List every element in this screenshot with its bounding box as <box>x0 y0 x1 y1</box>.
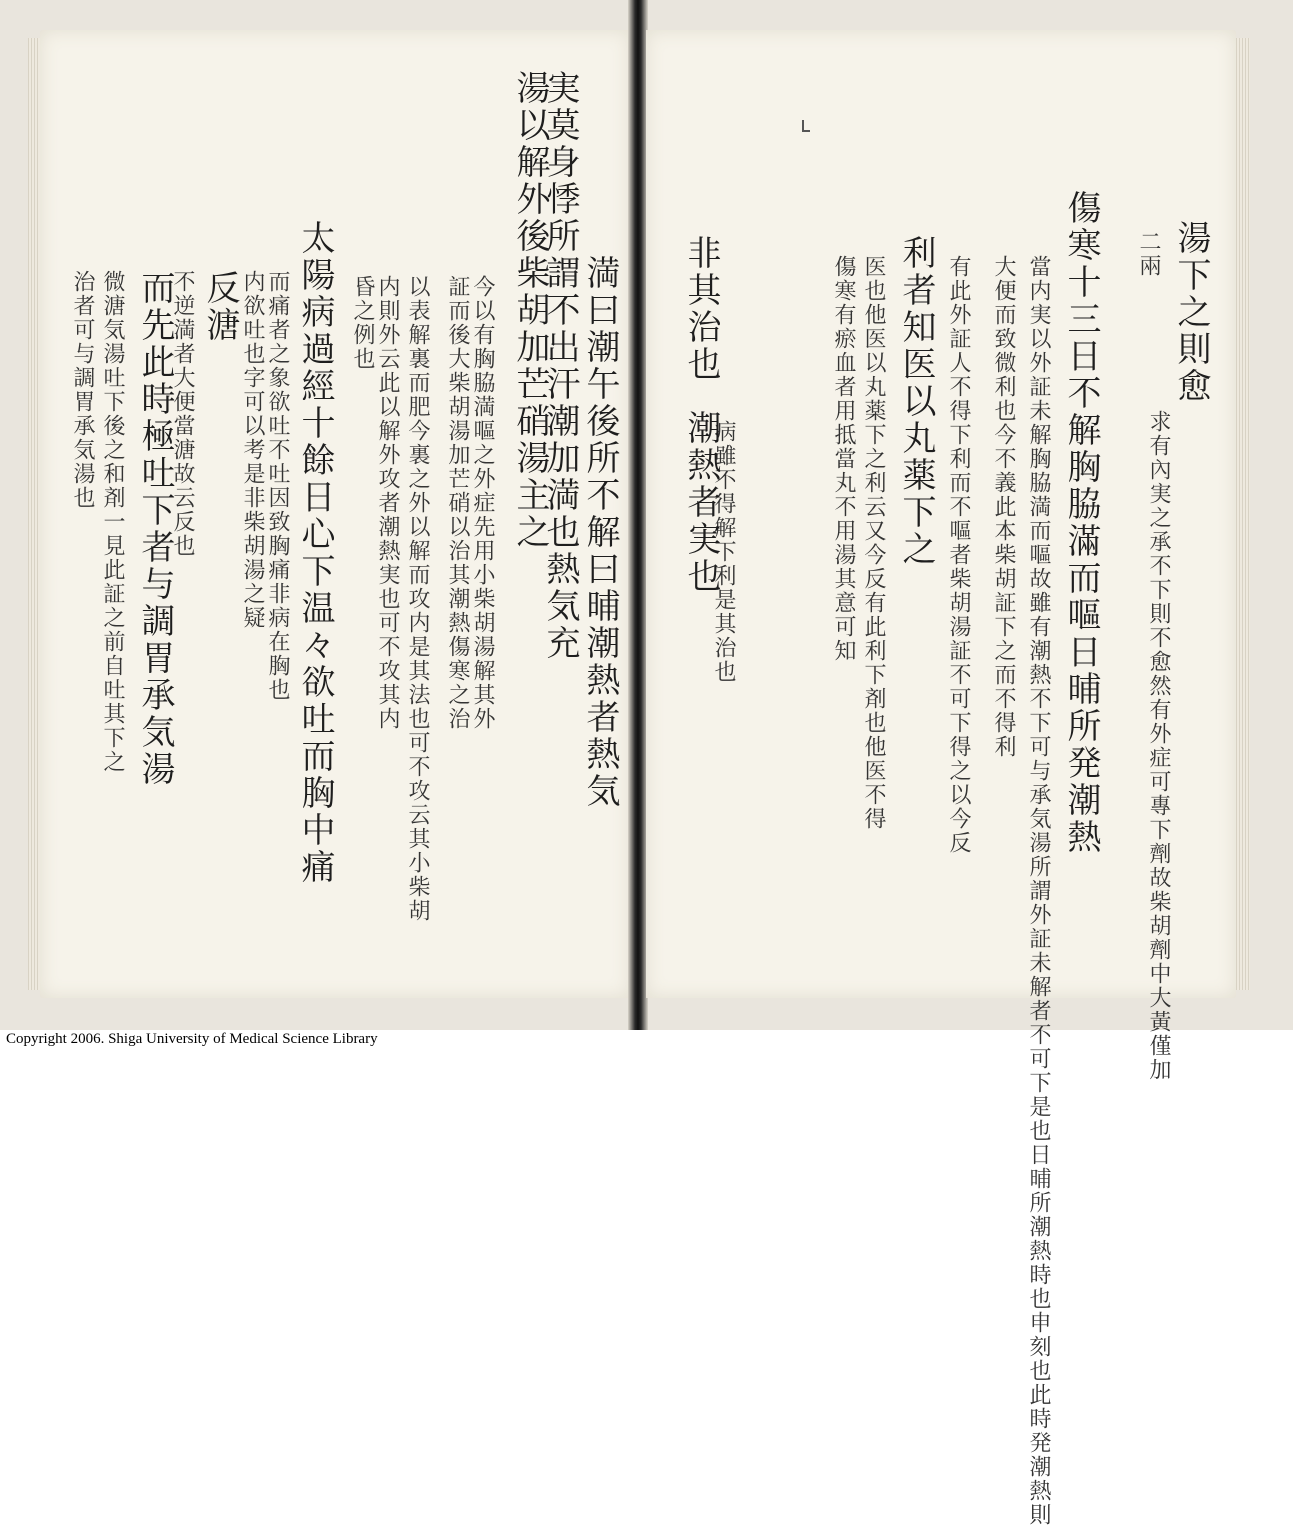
left-page <box>40 30 630 998</box>
copyright-caption: Copyright 2006. Shiga University of Medical Science Library <box>6 1031 378 1047</box>
ink-mark <box>802 120 810 132</box>
left-col-15: 微溏気湯吐下後之和剤一見此証之前自吐其下之 <box>100 270 125 774</box>
right-col-8: 利者知医以丸薬下之 <box>896 235 936 568</box>
left-col-10: 而痛者之象欲吐不吐因致胸痛非病在胸也 <box>265 270 290 702</box>
right-col-3: 二兩 <box>1136 230 1161 278</box>
page-edges-right <box>1234 38 1250 990</box>
left-col-5: 証而後大柴胡湯加芒硝以治其潮熱傷寒之治 <box>445 275 470 731</box>
book-spine <box>628 0 648 1030</box>
left-col-16: 治者可与調胃承気湯也 <box>70 270 95 510</box>
left-col-12: 反溏 <box>200 270 240 344</box>
left-col-7: 内則外云此以解外攻者潮熱実也可不攻其内 <box>375 275 400 731</box>
page-edges-left <box>28 38 40 990</box>
left-col-9: 太陽病過經十餘日心下温々欲吐而胸中痛 <box>295 220 335 886</box>
right-col-11: 非其治也 <box>681 235 721 383</box>
left-col-2: 実莫身悸所謂不出汗潮加満也熱気充 <box>540 70 580 662</box>
right-col-6: 大便而致微利也今不義此本柴胡証下之而不得利 <box>991 255 1016 759</box>
left-col-8: 昏之例也 <box>350 275 375 371</box>
left-col-11: 内欲吐也字可以考是非柴胡湯之疑 <box>240 270 265 630</box>
left-col-3: 湯以解外後柴胡加芒硝湯主之 <box>510 70 550 551</box>
right-col-10: 傷寒有瘀血者用抵當丸不用湯其意可知 <box>831 255 856 663</box>
right-col-12: 病雖不得解下利是其治也 <box>711 420 736 684</box>
right-col-2: 求有內実之承不下則不愈然有外症可專下劑故柴胡劑中大黃僅加 <box>1146 410 1171 1082</box>
right-col-5: 當内実以外証未解胸脇満而嘔故雖有潮熱不下可与承気湯所謂外証未解者不可下是也日晡所潮熱時也申刻也此時発潮熱則 <box>1026 255 1051 1527</box>
left-col-13: 不逆満者大便當溏故云反也 <box>170 270 195 558</box>
right-col-9: 医也他医以丸薬下之利云又今反有此利下剤也他医不得 <box>861 255 886 831</box>
left-col-14: 而先此時極吐下者与調胃承気湯 <box>135 270 175 788</box>
left-col-1: 満曰潮午後所不解曰晡潮熱者熱気 <box>580 255 620 810</box>
left-col-6: 以表解裏而肥今裏之外以解而攻内是其法也可不攻云其小柴胡 <box>405 275 430 923</box>
right-col-4: 傷寒十三日不解胸脇滿而嘔日晡所発潮熱 <box>1061 190 1101 856</box>
right-col-13: 潮熱者実也 <box>681 410 721 595</box>
right-col-7: 有此外証人不得下利而不嘔者柴胡湯証不可下得之以今反 <box>946 255 971 855</box>
right-col-1: 湯下之則愈 <box>1171 220 1211 405</box>
left-col-4: 今以有胸脇満嘔之外症先用小柴胡湯解其外 <box>470 275 495 731</box>
right-page <box>646 30 1236 1527</box>
